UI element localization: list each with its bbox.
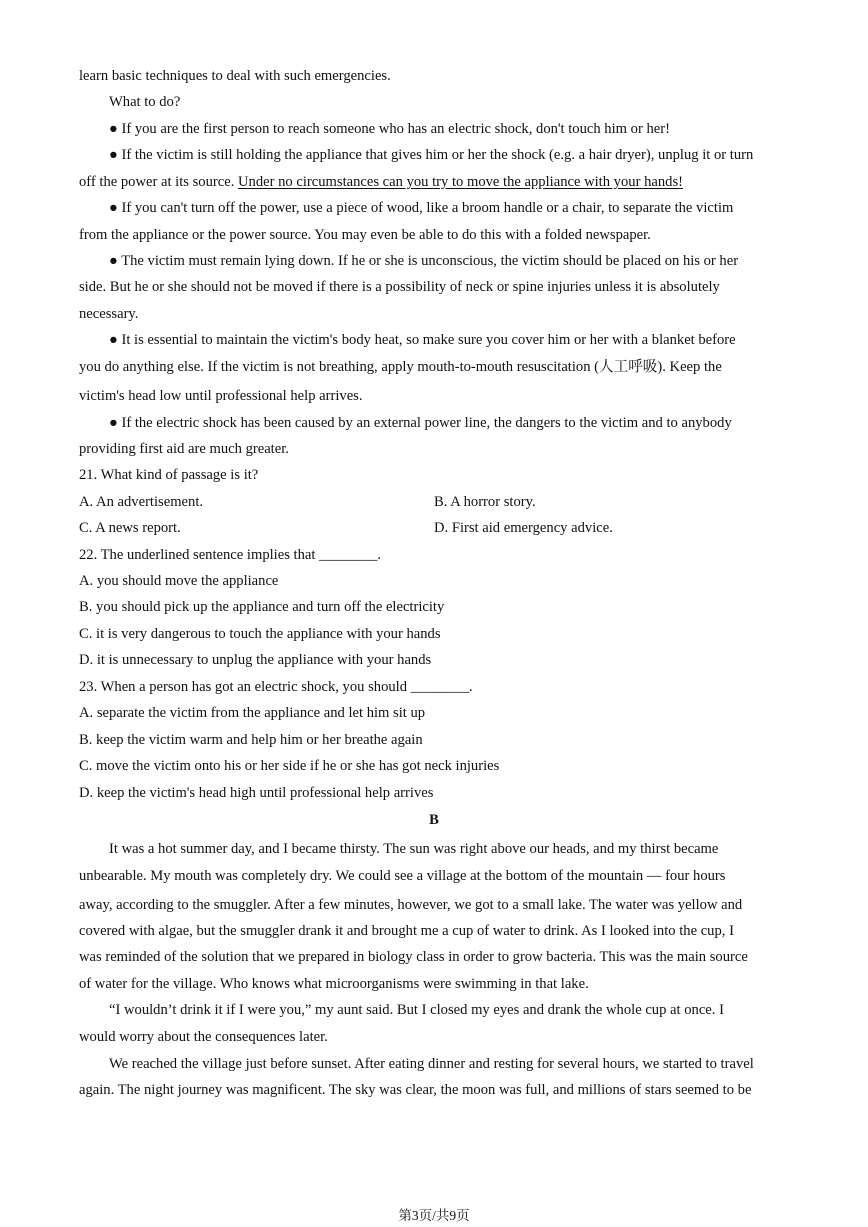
question-22: 22. The underlined sentence implies that ________. [79,547,382,563]
bullet-2-text: off the power at its source. [79,174,235,190]
section-heading-b: B [429,812,439,828]
bullet-3-line-2: from the appliance or the power source. You may even be able to do this with a folded newspaper. [79,227,651,243]
q22-option-a: A. you should move the appliance [79,573,279,589]
q21-option-b: B. A horror story. [434,494,536,510]
passage-b-p1-line-3: away, according to the smuggler. After a few minutes, however, we got to a small lake. The water was yellow and [79,897,743,913]
page-number: 第3页/共9页 [398,1208,470,1223]
bullet-4-line-2: side. But he or she should not be moved if there is a possibility of neck or spine injuries unless it is absolutely [79,279,720,295]
q22-option-b: B. you should pick up the appliance and turn off the electricity [79,599,445,615]
passage-b-p1-line-4: covered with algae, but the smuggler drank it and brought me a cup of water to drink. As I looked into the cup, I [79,923,734,939]
q23-option-a: A. separate the victim from the appliance and let him sit up [79,705,426,721]
bullet-3-line-1: ● If you can't turn off the power, use a piece of wood, like a broom handle or a chair, to separate the victim [109,200,734,216]
underlined-sentence: Under no circumstances can you try to move the appliance with your hands! [238,174,683,190]
bullet-5-line-1: ● It is essential to maintain the victim's body heat, so make sure you cover him or her with a blanket before [109,332,736,348]
q21-option-d: D. First aid emergency advice. [434,520,613,536]
q23-option-d: D. keep the victim's head high until professional help arrives [79,785,434,801]
passage-b-p1-line-5: was reminded of the solution that we prepared in biology class in order to grow bacteria. This was the main source [79,949,748,965]
q22-option-c: C. it is very dangerous to touch the appliance with your hands [79,626,441,642]
passage-b-p2-line-2: would worry about the consequences later. [79,1029,328,1045]
bullet-6-line-1: ● If the electric shock has been caused by an external power line, the dangers to the victim and to anybody [109,415,732,431]
bullet-2-line-2 [79,173,683,191]
q22-option-d: D. it is unnecessary to unplug the appliance with your hands [79,652,432,668]
what-to-do-heading: What to do? [109,94,181,110]
passage-b-p3-line-2: again. The night journey was magnificent. The sky was clear, the moon was full, and millions of stars seemed to be [79,1082,752,1098]
passage-b-p1-line-6: of water for the village. Who knows what microorganisms were swimming in that lake. [79,976,589,992]
intro-line: learn basic techniques to deal with such emergencies. [79,68,391,84]
bullet-5-line-2: you do anything else. If the victim is not breathing, apply mouth-to-mouth resuscitation (人工呼吸). Keep the [79,359,722,375]
bullet-1: ● If you are the first person to reach someone who has an electric shock, don't touch him or her! [109,121,670,137]
q21-option-a: A. An advertisement. [79,494,204,510]
q21-option-c: C. A news report. [79,520,181,536]
passage-b-p3-line-1: We reached the village just before sunset. After eating dinner and resting for several hours, we started to travel [109,1056,754,1072]
passage-b-p2-line-1: “I wouldn’t drink it if I were you,” my aunt said. But I closed my eyes and drank the whole cup at once. I [109,1002,724,1018]
bullet-2-line-1: ● If the victim is still holding the appliance that gives him or her the shock (e.g. a hair dryer), unplug it or turn [109,147,754,163]
passage-b-p1-line-1: It was a hot summer day, and I became thirsty. The sun was right above our heads, and my thirst became [109,841,719,857]
bullet-4-line-3: necessary. [79,306,139,322]
bullet-4-line-1: ● The victim must remain lying down. If he or she is unconscious, the victim should be placed on his or her [109,253,739,269]
q23-option-c: C. move the victim onto his or her side if he or she has got neck injuries [79,758,500,774]
passage-b-p1-line-2: unbearable. My mouth was completely dry. We could see a village at the bottom of the mountain — four hours [79,868,726,884]
bullet-6-line-2: providing first aid are much greater. [79,441,289,457]
question-23: 23. When a person has got an electric shock, you should ________. [79,679,473,695]
question-21: 21. What kind of passage is it? [79,467,259,483]
q23-option-b: B. keep the victim warm and help him or her breathe again [79,732,423,748]
bullet-5-line-3: victim's head low until professional help arrives. [79,388,363,404]
